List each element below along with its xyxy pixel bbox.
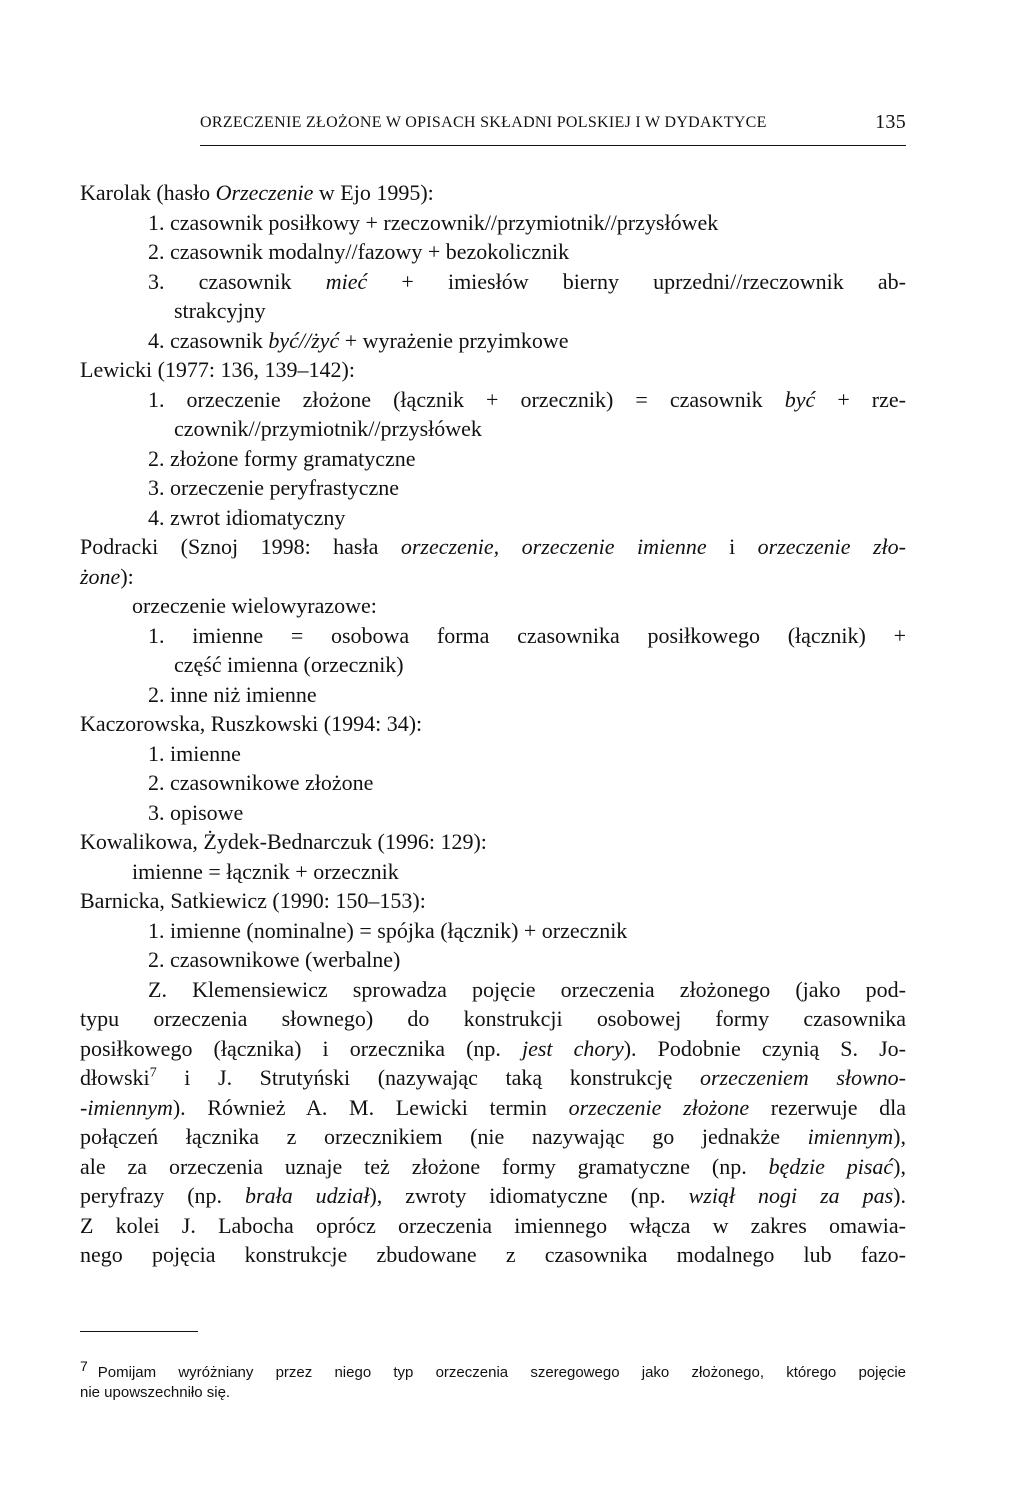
- footnote: [80, 1356, 906, 1403]
- footnote-line-2: nie upowszechniło się.: [80, 1384, 231, 1401]
- footnote-divider: [80, 1331, 198, 1332]
- text-segment: brała udział: [245, 1183, 370, 1208]
- text-line: [80, 562, 906, 592]
- text-line: [80, 296, 906, 326]
- text-line: [80, 1063, 906, 1093]
- text-segment: peryfrazy (np.: [80, 1183, 246, 1208]
- text-segment: ). Podobnie czynią S. Jo-: [623, 1035, 907, 1061]
- text-segment: orzeczenie złożone: [568, 1094, 750, 1120]
- text-segment: Lewicki (1977: 136, 139–142):: [80, 357, 355, 382]
- text-line: [80, 444, 906, 474]
- text-segment: ):: [120, 563, 134, 589]
- text-segment: 2. czasownik modalny//fazowy + bezokolicznik: [148, 239, 570, 264]
- text-segment: Orzeczenie: [215, 180, 314, 205]
- running-header: [200, 111, 906, 146]
- text-line: [80, 650, 906, 680]
- text-line: [80, 532, 906, 562]
- text-segment: ). Również A. M. Lewicki termin: [172, 1094, 569, 1120]
- text-segment: 3. opisowe: [148, 799, 244, 825]
- text-segment: czownik//przymiotnik//przysłówek: [174, 416, 482, 441]
- text-line: [80, 1004, 906, 1034]
- text-segment: typu orzeczenia słownego) do konstrukcji osobowej formy czasownika: [80, 1006, 906, 1031]
- text-line: [80, 503, 906, 533]
- text-segment: i: [706, 534, 758, 559]
- running-title: ORZECZENIE ZŁOŻONE W OPISACH SKŁADNI POLSKIEJ I W DYDAKTYCE: [200, 114, 767, 131]
- text-segment: -imiennym: [80, 1094, 173, 1120]
- text-line: [80, 208, 906, 238]
- text-line: [80, 326, 906, 356]
- text-segment: Kowalikowa, Żydek-Bednarczuk (1996: 129):: [80, 829, 487, 854]
- text-segment: i J. Strutyński (nazywając taką konstrukcję: [156, 1065, 700, 1090]
- text-segment: 3. orzeczenie peryfrastyczne: [148, 475, 400, 500]
- text-segment: 2. złożone formy gramatyczne: [148, 445, 416, 471]
- page-number: 135: [875, 111, 906, 133]
- text-segment: dłowski: [80, 1065, 150, 1090]
- text-segment: 2. inne niż imienne: [148, 681, 317, 707]
- text-segment: będzie pisać: [768, 1153, 894, 1179]
- text-line: [80, 680, 906, 710]
- text-line: [80, 1034, 906, 1064]
- text-segment: ), zwroty idiomatyczne (np.: [369, 1183, 689, 1208]
- text-line: [80, 945, 906, 975]
- text-line: [80, 739, 906, 769]
- text-line: [80, 827, 906, 857]
- text-segment: + imiesłów bierny uprzedni//rzeczownik ab-: [367, 268, 906, 294]
- text-segment: 2. czasownikowe (werbalne): [148, 947, 401, 972]
- text-line: [80, 621, 906, 651]
- text-segment: 1. imienne: [148, 740, 241, 766]
- text-line: [80, 886, 906, 916]
- text-line: [80, 975, 906, 1005]
- text-segment: Kaczorowska, Ruszkowski (1994: 34):: [80, 711, 423, 736]
- footnote-line-1: [80, 1356, 906, 1383]
- text-segment: + wyrażenie przyimkowe: [339, 327, 569, 353]
- text-segment: ).: [893, 1183, 906, 1208]
- text-segment: ale za orzeczenia uznaje też złożone formy gramatyczne (np.: [80, 1153, 769, 1179]
- footnote-ref: 7: [149, 1065, 157, 1081]
- text-line: [80, 857, 906, 887]
- text-segment: być: [784, 386, 816, 412]
- text-segment: 1. czasownik posiłkowy + rzeczownik//przymiotnik//przysłówek: [148, 209, 719, 235]
- text-line: [80, 768, 906, 798]
- text-segment: 2. czasownikowe złożone: [148, 770, 374, 795]
- text-segment: 1. imienne (nominalne) = spójka (łącznik) + orzecznik: [148, 917, 628, 943]
- text-segment: Barnicka, Satkiewicz (1990: 150–153):: [80, 888, 426, 913]
- text-line: [80, 591, 906, 621]
- text-line: [80, 1093, 906, 1123]
- text-segment: 3. czasownik: [148, 268, 326, 294]
- text-segment: posiłkowego (łącznika) i orzecznika (np.: [80, 1035, 522, 1061]
- footnote-marker: 7: [80, 1358, 88, 1374]
- text-segment: mieć: [325, 268, 368, 294]
- text-segment: 1. orzeczenie złożone (łącznik + orzecznik) = czasownik: [148, 386, 785, 412]
- text-line: [80, 709, 906, 739]
- text-line: [80, 916, 906, 946]
- text-segment: Z kolei J. Labocha oprócz orzeczenia imiennego włącza w zakres omawia-: [80, 1212, 906, 1238]
- text-line: [80, 1122, 906, 1152]
- text-line: [80, 178, 906, 208]
- text-line: [80, 798, 906, 828]
- text-segment: + rze-: [815, 386, 906, 412]
- text-line: [80, 1181, 906, 1211]
- text-line: [80, 414, 906, 444]
- text-segment: orzeczenie zło-: [757, 534, 906, 559]
- text-segment: Z. Klemensiewicz sprowadza pojęcie orzeczenia złożonego (jako pod-: [148, 976, 906, 1002]
- text-segment: imienne = łącznik + orzecznik: [132, 858, 399, 884]
- body-text: [80, 178, 906, 1270]
- text-segment: ),: [893, 1124, 906, 1149]
- text-segment: strakcyjny: [174, 298, 266, 323]
- text-line: [80, 1211, 906, 1241]
- text-line: [80, 355, 906, 385]
- text-line: [80, 1240, 906, 1270]
- text-segment: 4. zwrot idiomatyczny: [148, 504, 346, 530]
- text-segment: orzeczenie, orzeczenie imienne: [400, 534, 707, 559]
- text-segment: orzeczenie wielowyrazowe:: [132, 593, 377, 618]
- text-segment: 4. czasownik: [148, 327, 269, 353]
- text-segment: imiennym: [807, 1124, 894, 1149]
- text-segment: żone: [80, 563, 121, 589]
- text-line: [80, 237, 906, 267]
- text-line: [80, 473, 906, 503]
- text-segment: wziął nogi za pas: [688, 1183, 894, 1208]
- text-segment: orzeczeniem słowno-: [699, 1065, 906, 1090]
- text-segment: 1. imienne = osobowa forma czasownika posiłkowego (łącznik) +: [148, 622, 906, 648]
- text-segment: rezerwuje dla: [749, 1094, 906, 1120]
- text-segment: nego pojęcia konstrukcje zbudowane z czasownika modalnego lub fazo-: [80, 1242, 906, 1267]
- text-segment: być//żyć: [268, 327, 340, 353]
- text-segment: Podracki (Sznoj 1998: hasła: [80, 534, 401, 559]
- footnote-text-1: Pomijam wyróżniany przez niego typ orzeczenia szeregowego jako złożonego, którego pojęcie: [97, 1364, 906, 1381]
- text-segment: w Ejo 1995):: [313, 180, 434, 205]
- text-segment: ),: [893, 1153, 906, 1179]
- text-line: [80, 385, 906, 415]
- text-line: [80, 1152, 906, 1182]
- text-segment: jest chory: [521, 1035, 624, 1061]
- text-line: [80, 267, 906, 297]
- text-segment: połączeń łącznika z orzecznikiem (nie nazywając go jednakże: [80, 1124, 808, 1149]
- text-segment: część imienna (orzecznik): [174, 652, 404, 677]
- text-segment: Karolak (hasło: [80, 180, 216, 205]
